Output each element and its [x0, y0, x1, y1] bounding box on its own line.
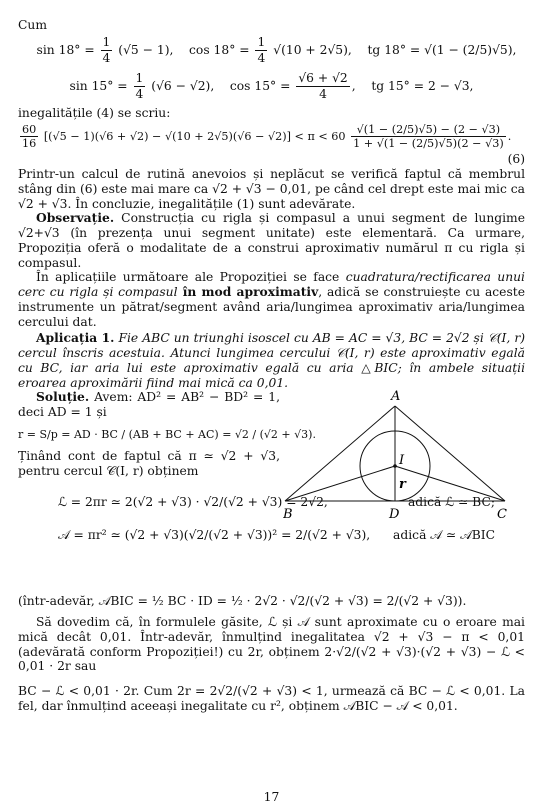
incenter-point [393, 465, 397, 469]
equation-number-6: (6) [507, 152, 525, 167]
eq-length [18, 495, 525, 510]
observation-title: Observație. [36, 210, 115, 226]
paragraph-verification: Printr-un calcul de rutină anevoios și neplăcut se verifică faptul că membrul stâng din (6) este mai mare ca √2 + √3 − 0,01, pe când cel drept este mai mic ca √2 + √3. În concluzie, inegalitățile (1) sunt adevărate. [18, 167, 525, 211]
solution-title: Soluție. [36, 389, 90, 405]
label-b: B [283, 507, 293, 523]
application-text: Fie ABC un triunghi isoscel cu AB = AC = √3, BC = 2√2 și 𝒞(I, r) cercul înscris acestuia. Atunci lungimea cercului 𝒞(I, r) este aproximativ egală cu BC, iar aria lui este aproximativ egală cu aria △BIC; în ambele situații eroarea aproximării fiind mai mică ca 0,01. [18, 331, 525, 390]
sin18-label: sin 18° = [36, 42, 99, 57]
eq-area [18, 528, 525, 543]
text-inequalities-intro: inegalitățile (4) se scriu: [18, 105, 171, 120]
paragraph-applications [18, 270, 525, 329]
eq-15-degree: sin 15° = $\frac{1}{4}$ (√6 − √2), cos 15° = $\frac{√6 + √2}{4}$ , tg 15° = 2 − √3, [69, 71, 474, 101]
paragraph-indeed: (într-adevăr, 𝒜BIC = ½ BC · ID = ½ · 2√2 · √2/(√2 + √3) = 2/(√2 + √3)). [18, 594, 467, 609]
eq-18-degree [28, 35, 525, 66]
eq-r: r = S/p = AD · BC / (AB + BC + AC) = √2 / (√2 + √3). [18, 427, 316, 441]
ineq-left: [(√5 − 1)(√6 + √2) − √(10 + 2√5)(√6 − √2)] < π < 60 [43, 129, 346, 143]
label-a: A [391, 389, 401, 405]
tg15-label: tg 15° = 2 − √3, [371, 79, 474, 93]
tg18-label: tg 18° = √(1 − (2/5)√5), [367, 42, 517, 57]
side-ab [285, 406, 395, 501]
sin18-rest: (√5 − 1), [118, 42, 174, 57]
area-equation: 𝒜 = πr² ≃ (√2 + √3)(√2/(√2 + √3))² = 2/(√2 + √3), [58, 528, 371, 543]
frac-60-16: $\frac{60}{16}$ [22, 122, 37, 150]
page-content [18, 18, 525, 714]
para2-part-a: În aplicațiile următoare ale Propoziției se face [36, 270, 346, 285]
frac-sin18: $\frac{1}{4}$ [102, 34, 111, 65]
side-ac [395, 406, 505, 501]
paragraph-conclusion: BC − ℒ < 0,01 · 2r. Cum 2r = 2√2/(√2 + √3) < 1, urmează că BC − ℒ < 0,01. La fel, dar înmulțind aceeași inegalitate cu r², obținem 𝒜BIC − 𝒜 < 0,01. [18, 684, 525, 713]
sin15-rest: (√6 − √2), [151, 79, 215, 93]
cos15-label: cos 15° = [229, 79, 295, 93]
paragraph-tinand: Ținând cont de faptul că π ≃ √2 + √3, pentru cercul 𝒞(I, r) obținem [18, 449, 280, 478]
paragraph-proof: Să dovedim că, în formulele găsite, ℒ și 𝒜 sunt aproximate cu o eroare mai mică decât 0,01. Într-adevăr, înmulțind inegalitatea √2 + √3 − π < 0,01 (adevărată conform Propoziției!) cu 2r, obținem 2·√2/(√2 + √3)·(√2 + √3) − ℒ < 0,01 · 2r sau [18, 615, 525, 674]
application-title: Aplicația 1. [36, 330, 115, 346]
observation-text: Construcția cu rigla și compasul a unui segment de lungime √2+√3 (în prezența unui segment unitate) este elementară. Ca urmare, Propoziția oferă o modalitate de a construi aproximativ numărul π cu rigla și compasul. [18, 211, 525, 270]
area-adica: adică 𝒜 ≃ 𝒜BIC [393, 528, 495, 543]
cos18-rest: √(10 + 2√5), [273, 42, 352, 57]
label-r: r [399, 477, 406, 493]
sin15-label: sin 15° = [69, 79, 132, 93]
page-number: 17 [263, 790, 280, 804]
label-i: I [399, 453, 405, 469]
length-equation: ℒ = 2πr ≃ 2(√2 + √3) · √2/(√2 + √3) = 2√2, [58, 495, 328, 510]
cos18-label: cos 18° = [189, 42, 254, 57]
paragraph-observation [18, 211, 525, 270]
frac-cos18: $\frac{1}{4}$ [257, 34, 266, 65]
eq-6-inequality: $\frac{60}{16}$ [(√5 − 1)(√6 + √2) − √(10 + 2√5)(√6 − √2)] < π < 60 $\frac{√(1 - (2/5)√5) - (2 - √3)}{1 + √(1 - (2/5)√5)(2 - √3)}$ . [22, 122, 512, 150]
para2-italic: cuadratura/rectificarea unui cerc cu rigla și compasul [18, 270, 525, 300]
frac-cos15: $\frac{√6 + √2}{4}$ [298, 71, 348, 101]
para2-part-c: , adică se construiește cu aceste instrumente un pătrat/segment având aria/lungimea aproximativ aria/lungimea cercului dat. [18, 285, 525, 329]
length-adica: adică ℒ ≃ BC; [407, 495, 495, 510]
paragraph-application-1 [18, 331, 525, 390]
label-c: C [497, 507, 507, 523]
solution-text: Avem: AD² = AB² − BD² = 1, deci AD = 1 și [18, 390, 280, 420]
paragraph-solution [18, 390, 280, 420]
frac-ineq-right: $\frac{√(1 - (2/5)√5) - (2 - √3)}{1 + √(1 - (2/5)√5)(2 - √3)}$ [353, 122, 504, 150]
equations-l-a [18, 495, 525, 543]
frac-sin15: $\frac{1}{4}$ [135, 71, 144, 101]
text-cum: Cum [18, 18, 47, 32]
para2-bold: în mod aproximativ [177, 284, 319, 300]
solution-block [18, 390, 525, 590]
label-d: D [389, 507, 400, 523]
